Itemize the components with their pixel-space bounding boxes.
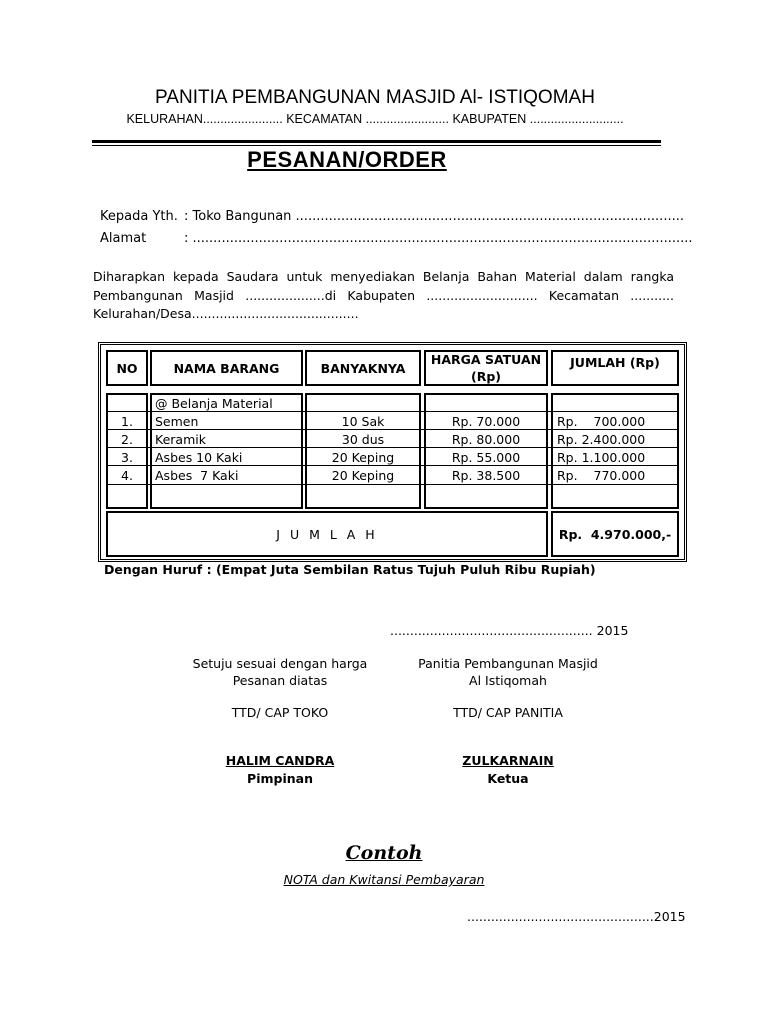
row-3-total: Rp. 1.100.000 bbox=[557, 450, 646, 465]
to-label: Kepada Yth. bbox=[100, 209, 178, 224]
row-4-price: Rp. 38.500 bbox=[451, 468, 521, 483]
row-2-price: Rp. 80.000 bbox=[451, 432, 521, 447]
org-title: PANITIA PEMBANGUNAN MASJID Al- ISTIQOMAH bbox=[155, 87, 595, 108]
left-signer-name: HALIM CANDRA bbox=[225, 753, 335, 768]
address-line: KELURAHAN....................... KECAMATAN ........................ KABUPATEN ........................... bbox=[126, 112, 624, 126]
example-heading: Contoh bbox=[345, 842, 423, 864]
row-1-total: Rp. 700.000 bbox=[557, 414, 646, 429]
header-item-name: NAMA BARANG bbox=[150, 350, 303, 386]
row-line bbox=[106, 447, 679, 448]
row-line bbox=[106, 465, 679, 466]
row-line bbox=[106, 429, 679, 430]
intro-paragraph: Diharapkan kepada Saudara untuk menyediakan Belanja Bahan Material dalam rangka Pembangunan Masjid ....................di Kabupaten ............................ Kecamatan ........... Kelurahan/Desa.......................................... bbox=[93, 269, 674, 321]
header-quantity: BANYAKNYA bbox=[305, 350, 421, 386]
row-1-name: Semen bbox=[155, 414, 199, 429]
total-value: Rp. 4.970.000,- bbox=[558, 526, 672, 542]
right-sign-line2: Al Istiqomah bbox=[469, 673, 547, 688]
example-subheading: NOTA dan Kwitansi Pembayaran bbox=[283, 872, 485, 887]
row-1-price: Rp. 70.000 bbox=[451, 414, 521, 429]
row-2-qty: 30 dus bbox=[341, 432, 385, 447]
right-signer-role: Ketua bbox=[487, 771, 529, 786]
row-4-no: 4. bbox=[121, 468, 133, 483]
row-3-name: Asbes 10 Kaki bbox=[155, 450, 243, 465]
left-sign-line2: Pesanan diatas bbox=[232, 673, 328, 688]
row-2-no: 2. bbox=[121, 432, 133, 447]
right-stamp: TTD/ CAP PANITIA bbox=[453, 705, 563, 720]
left-signer-role: Pimpinan bbox=[247, 771, 313, 786]
total-label-cell bbox=[106, 511, 548, 557]
example-date-line: ...............................................2015 bbox=[467, 909, 686, 924]
left-sign-line1: Setuju sesuai dengan harga bbox=[192, 656, 368, 671]
row-2-total: Rp. 2.400.000 bbox=[557, 432, 646, 447]
right-signer-name: ZULKARNAIN bbox=[462, 753, 554, 768]
amount-in-words: Dengan Huruf : (Empat Juta Sembilan Ratus Tujuh Puluh Ribu Rupiah) bbox=[104, 562, 596, 577]
address-label: Alamat bbox=[100, 231, 147, 246]
header-rule-thick bbox=[92, 140, 661, 143]
header-unit-price: HARGA SATUAN (Rp) bbox=[424, 350, 548, 386]
header-rule-thin bbox=[92, 145, 661, 146]
date-line: ................................................... 2015 bbox=[390, 623, 629, 638]
row-4-name: Asbes 7 Kaki bbox=[155, 468, 239, 483]
to-value: : Toko Bangunan .............................................................................................. bbox=[184, 209, 684, 224]
row-line bbox=[106, 484, 679, 485]
header-no: NO bbox=[106, 350, 148, 386]
total-value-cell bbox=[551, 511, 679, 557]
left-stamp: TTD/ CAP TOKO bbox=[231, 705, 329, 720]
document-title: PESANAN/ORDER bbox=[247, 147, 447, 172]
row-3-no: 3. bbox=[121, 450, 133, 465]
total-label: J U M L A H bbox=[276, 526, 378, 542]
row-line bbox=[106, 411, 679, 412]
row-1-qty: 10 Sak bbox=[341, 414, 385, 429]
row-2-name: Keramik bbox=[155, 432, 206, 447]
row-1-no: 1. bbox=[121, 414, 133, 429]
header-total: JUMLAH (Rp) bbox=[551, 350, 679, 386]
category-label: @ Belanja Material bbox=[155, 396, 273, 411]
right-sign-line1: Panitia Pembangunan Masjid bbox=[418, 656, 598, 671]
row-4-qty: 20 Keping bbox=[331, 468, 395, 483]
address-value: : ......................................................................................................................... bbox=[184, 231, 693, 246]
row-3-price: Rp. 55.000 bbox=[451, 450, 521, 465]
row-4-total: Rp. 770.000 bbox=[557, 468, 646, 483]
row-3-qty: 20 Keping bbox=[331, 450, 395, 465]
order-table bbox=[98, 342, 687, 562]
